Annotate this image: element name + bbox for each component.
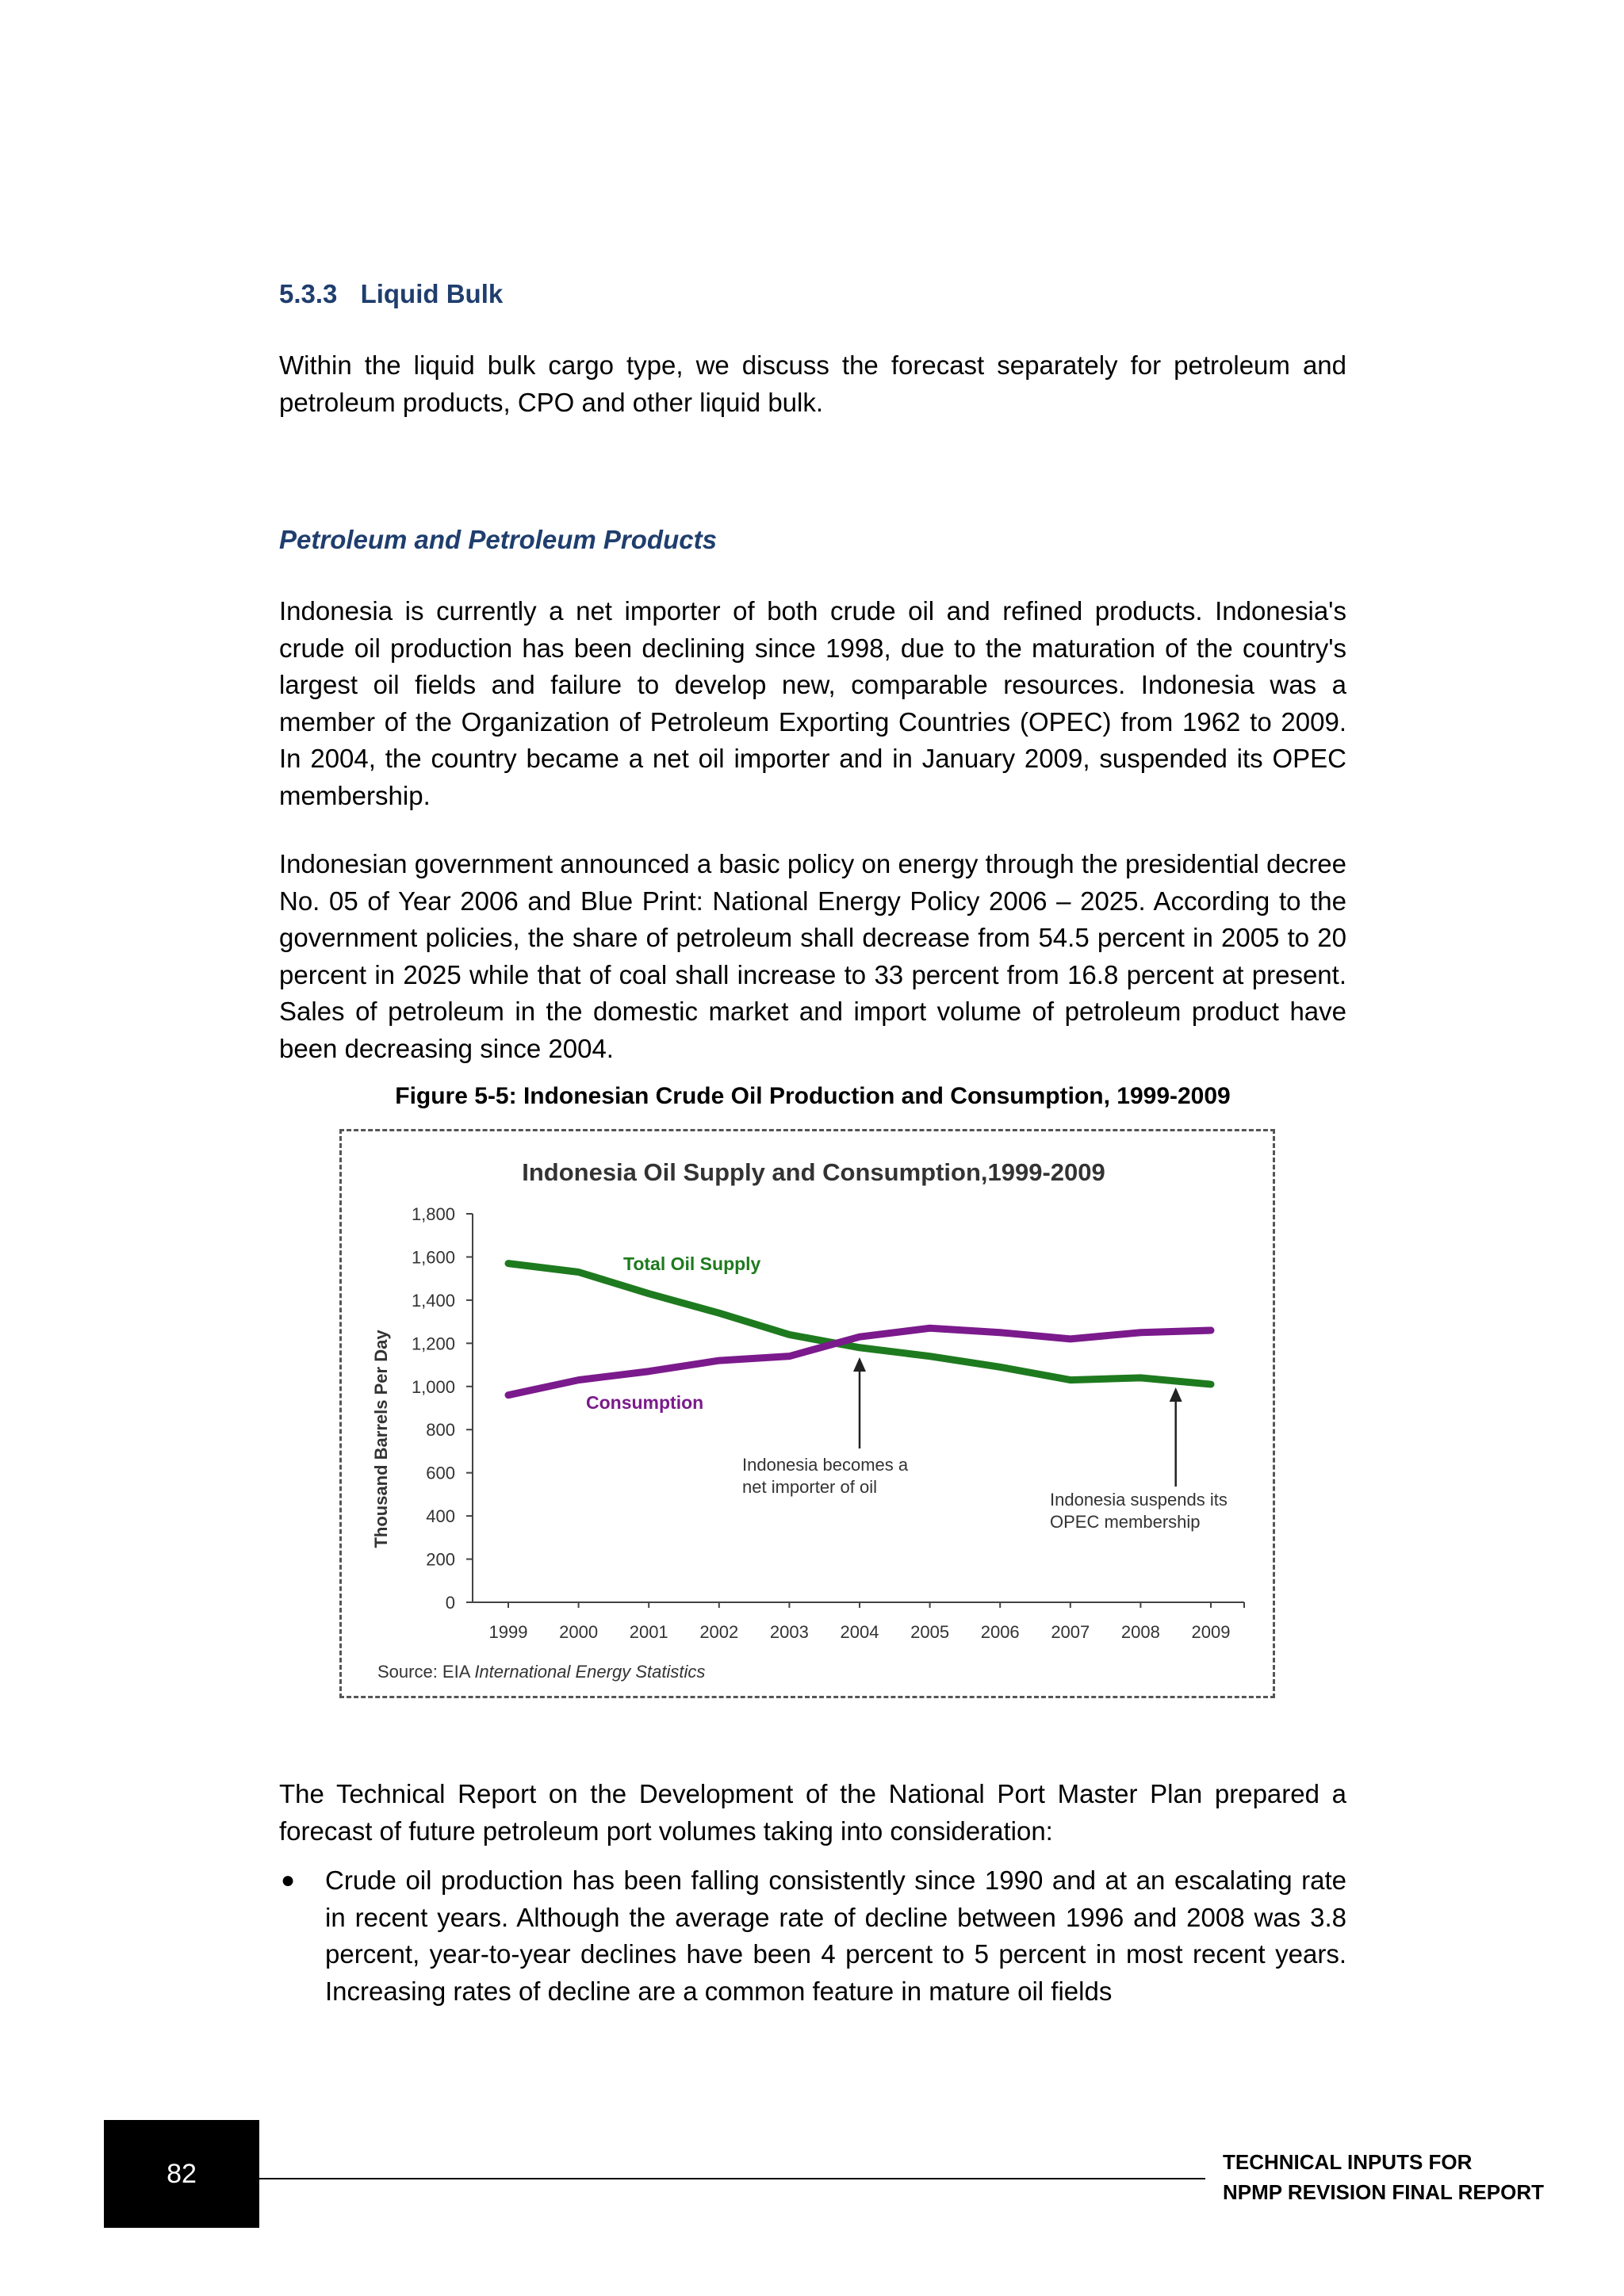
- x-tick-label: 2002: [699, 1622, 739, 1642]
- subsection-heading: Petroleum and Petroleum Products: [279, 525, 717, 554]
- page-number-box: [104, 2120, 259, 2228]
- y-axis-label: Thousand Barrels Per Day: [371, 1330, 391, 1548]
- x-tick-label: 2008: [1120, 1622, 1160, 1642]
- paragraph-net-importer: Indonesia is currently a net importer of both crude oil and refined products. Indonesia's crude oil production has been declining since 1998, due to the maturation of the country's largest oil fields and failure to develop new, comparable resources. Indonesia was a member of the Organization of Petroleum Exporting Countries (OPEC) from 1962 to 2009. In 2004, the country became a net oil importer and in January 2009, suspended its OPEC membership.: [279, 596, 1346, 810]
- y-tick-label: 800: [426, 1420, 455, 1441]
- section-heading: [279, 279, 503, 309]
- legend-consumption: Consumption: [586, 1392, 704, 1413]
- section-intro-paragraph: Within the liquid bulk cargo type, we discuss the forecast separately for petroleum and petroleum products, CPO and other liquid bulk.: [279, 350, 1346, 417]
- footer-report-title: [1223, 2147, 1544, 2207]
- y-tick-label: 600: [426, 1463, 455, 1483]
- chart-frame: [339, 1129, 1275, 1698]
- figure-caption: Figure 5-5: Indonesian Crude Oil Production and Consumption, 1999-2009: [395, 1083, 1231, 1109]
- chart-source: [377, 1662, 705, 1682]
- footer-line-2: NPMP REVISION FINAL REPORT: [1223, 2180, 1544, 2204]
- annotation-text: Indonesia becomes a: [742, 1455, 909, 1475]
- footer-divider: [259, 2178, 1205, 2179]
- source-prefix: Source: EIA: [377, 1662, 470, 1682]
- annotation-arrow-head: [853, 1357, 866, 1372]
- chart-title: Indonesia Oil Supply and Consumption,1999-2009: [522, 1158, 1105, 1186]
- x-tick-label: 2004: [840, 1622, 879, 1642]
- bullet-text: Crude oil production has been falling consistently since 1990 and at an escalating rate in recent years. Although the average rate of decline between 1996 and 2008 was 3.8 percent, year-to-year declines have been 4 percent to 5 percent in most recent years. Increasing rates of decline are a common feature in mature oil fields: [325, 1866, 1346, 2006]
- paragraph-energy-policy: Indonesian government announced a basic policy on energy through the presidential decree No. 05 of Year 2006 and Blue Print: National Energy Policy 2006 – 2025. According to the government policies, the share of petroleum shall decrease from 54.5 percent in 2005 to 20 percent in 2025 while that of coal shall increase to 33 percent from 16.8 percent at present. Sales of petroleum in the domestic market and import volume of petroleum product have been decreasing since 2004.: [279, 849, 1346, 1063]
- x-tick-label: 2000: [559, 1622, 599, 1642]
- x-tick-label: 2005: [910, 1622, 950, 1642]
- bullet-icon: ●: [281, 1867, 296, 1893]
- annotation-arrow-head: [1170, 1387, 1182, 1402]
- x-tick-label: 2001: [629, 1622, 668, 1642]
- oil-chart: [342, 1131, 1273, 1696]
- y-tick-label: 200: [426, 1549, 455, 1570]
- y-tick-label: 1,400: [411, 1290, 455, 1311]
- paragraph-forecast: The Technical Report on the Development of the National Port Master Plan prepared a forecast of future petroleum port volumes taking into consideration:: [279, 1779, 1346, 1846]
- x-tick-label: 2007: [1051, 1622, 1090, 1642]
- y-tick-label: 1,200: [411, 1334, 455, 1354]
- annotation-text: net importer of oil: [742, 1477, 877, 1497]
- section-number: 5.3.3: [279, 279, 338, 308]
- bullet-list: [279, 1862, 1346, 2010]
- list-item: [279, 1862, 1346, 2010]
- source-italic: International Energy Statistics: [474, 1662, 706, 1682]
- x-tick-label: 2006: [980, 1622, 1020, 1642]
- annotation-text: OPEC membership: [1050, 1512, 1201, 1532]
- page-number: 82: [167, 2158, 197, 2189]
- y-tick-label: 0: [445, 1593, 455, 1613]
- y-tick-label: 400: [426, 1506, 455, 1527]
- x-tick-label: 2009: [1191, 1622, 1231, 1642]
- y-tick-label: 1,000: [411, 1376, 455, 1397]
- y-tick-label: 1,600: [411, 1247, 455, 1268]
- x-tick-label: 1999: [488, 1622, 528, 1642]
- x-tick-label: 2003: [769, 1622, 809, 1642]
- footer-line-1: TECHNICAL INPUTS FOR: [1223, 2150, 1473, 2174]
- legend-total-oil-supply: Total Oil Supply: [623, 1253, 761, 1274]
- annotation-text: Indonesia suspends its: [1050, 1490, 1228, 1510]
- y-tick-label: 1,800: [411, 1204, 455, 1224]
- section-title: Liquid Bulk: [360, 279, 504, 308]
